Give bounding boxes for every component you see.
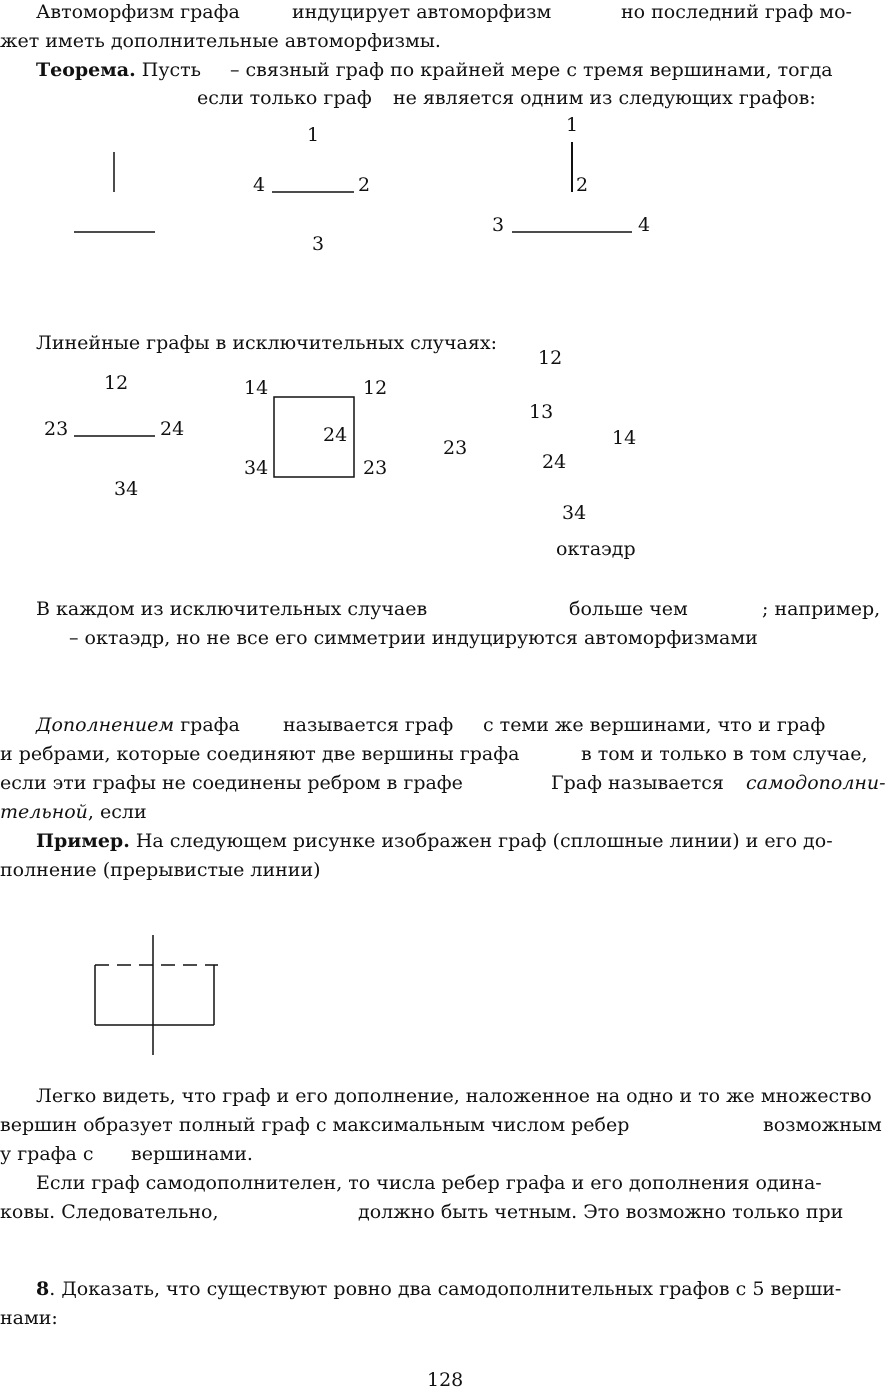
- fig1-g3-label-2: 2: [576, 174, 589, 196]
- theorem-line2b: не является одним из следующих графов:: [393, 87, 816, 109]
- para3-line2a: вершин образует полный граф с максимальным числом ребер: [0, 1114, 630, 1136]
- para2-line1b: больше чем: [569, 598, 688, 620]
- lg3-caption: октаэдр: [556, 538, 636, 560]
- lg3-label-34: 34: [562, 502, 587, 524]
- lg2-label-14: 14: [244, 377, 269, 399]
- lg1-label-23: 23: [44, 418, 69, 440]
- lg1-label-12: 12: [104, 372, 129, 394]
- example-line1: [36, 829, 833, 854]
- para3-line3a: у графа с: [0, 1143, 94, 1165]
- linegraphs-caption: Линейные графы в исключительных случаях:: [36, 332, 497, 354]
- complement-line3c: [746, 771, 886, 796]
- para2-line2: – октаэдр, но не все его симметрии индуцируются автоморфизмами: [69, 627, 758, 649]
- para3-line2b: возможным: [763, 1114, 882, 1136]
- para1-line2: жет иметь дополнительные автоморфизмы.: [0, 30, 441, 52]
- para2-line1c: ; например,: [762, 598, 881, 620]
- fig1-g2-label-2: 2: [358, 174, 371, 196]
- theorem-line1b: – связный граф по крайней мере с тремя вершинами, тогда: [230, 59, 833, 81]
- para3-line3b: вершинами.: [131, 1143, 253, 1165]
- theorem-line1a: Пусть: [141, 59, 202, 81]
- lg3-label-13: 13: [529, 401, 554, 423]
- para2-line1a: В каждом из исключительных случаев: [36, 598, 428, 620]
- complement-line3b: Граф называется: [551, 772, 724, 794]
- example-l1: На следующем рисунке изображен граф (сплошные линии) и его до-: [135, 830, 833, 852]
- lg3-label-12: 12: [538, 347, 563, 369]
- complement-line1a: [36, 713, 240, 738]
- complement-self-term-part2: тельной: [0, 801, 88, 823]
- complement-line2b: в том и только в том случае,: [581, 743, 868, 765]
- para4-line2b: должно быть четным. Это возможно только при: [358, 1201, 844, 1223]
- example-label: Пример.: [36, 830, 130, 852]
- lg2-label-12: 12: [363, 377, 388, 399]
- complement-line2a: и ребрами, которые соединяют две вершины графа: [0, 743, 520, 765]
- page-number: 128: [427, 1369, 464, 1391]
- para4-line2a: ковы. Следовательно,: [0, 1201, 219, 1223]
- lg1-label-34: 34: [114, 478, 139, 500]
- complement-term: Дополнением: [36, 714, 175, 736]
- complement-l1a: графа: [180, 714, 240, 736]
- fig1-g2-label-1: 1: [307, 124, 320, 146]
- complement-l4b: , если: [87, 801, 147, 823]
- para3-line1: Легко видеть, что граф и его дополнение, наложенное на одно и то же множество: [36, 1085, 872, 1107]
- complement-line1b: называется граф: [283, 714, 454, 736]
- theorem-line2: если только граф: [197, 87, 372, 109]
- problem-line2: нами:: [0, 1307, 58, 1329]
- lg3-label-23: 23: [443, 437, 468, 459]
- theorem-label: Теорема.: [36, 59, 136, 81]
- complement-line4: [0, 800, 147, 825]
- fig1-g3-label-3: 3: [492, 214, 505, 236]
- para1-line1b: индуцирует автоморфизм: [292, 1, 552, 23]
- lg2-label-23: 23: [363, 457, 388, 479]
- lg2-label-24: 24: [323, 424, 348, 446]
- para1-line1a: Автоморфизм графа: [36, 1, 240, 23]
- lg3-label-14: 14: [612, 427, 637, 449]
- para4-line1: Если граф самодополнителен, то числа ребер графа и его дополнения одина-: [36, 1172, 822, 1194]
- lg1-label-24: 24: [160, 418, 185, 440]
- fig1-g3-label-4: 4: [638, 214, 651, 236]
- complement-line3a: если эти графы не соединены ребром в графе: [0, 772, 463, 794]
- example-line2: полнение (прерывистые линии): [0, 859, 321, 881]
- problem-l1: . Доказать, что существуют ровно два самодополнительных графов с 5 верши-: [49, 1278, 842, 1300]
- problem-line1: [36, 1277, 841, 1302]
- fig1-g2-label-3: 3: [312, 233, 325, 255]
- fig1-g2-label-4: 4: [253, 174, 266, 196]
- para1-line1c: но последний граф мо-: [621, 1, 852, 23]
- lg3-label-24: 24: [542, 451, 567, 473]
- problem-number: 8: [36, 1278, 50, 1300]
- complement-self-term-part1: самодополни-: [746, 772, 886, 794]
- lg2-label-34: 34: [244, 457, 269, 479]
- complement-line1c: с теми же вершинами, что и граф: [483, 714, 826, 736]
- fig1-g3-label-1: 1: [566, 114, 579, 136]
